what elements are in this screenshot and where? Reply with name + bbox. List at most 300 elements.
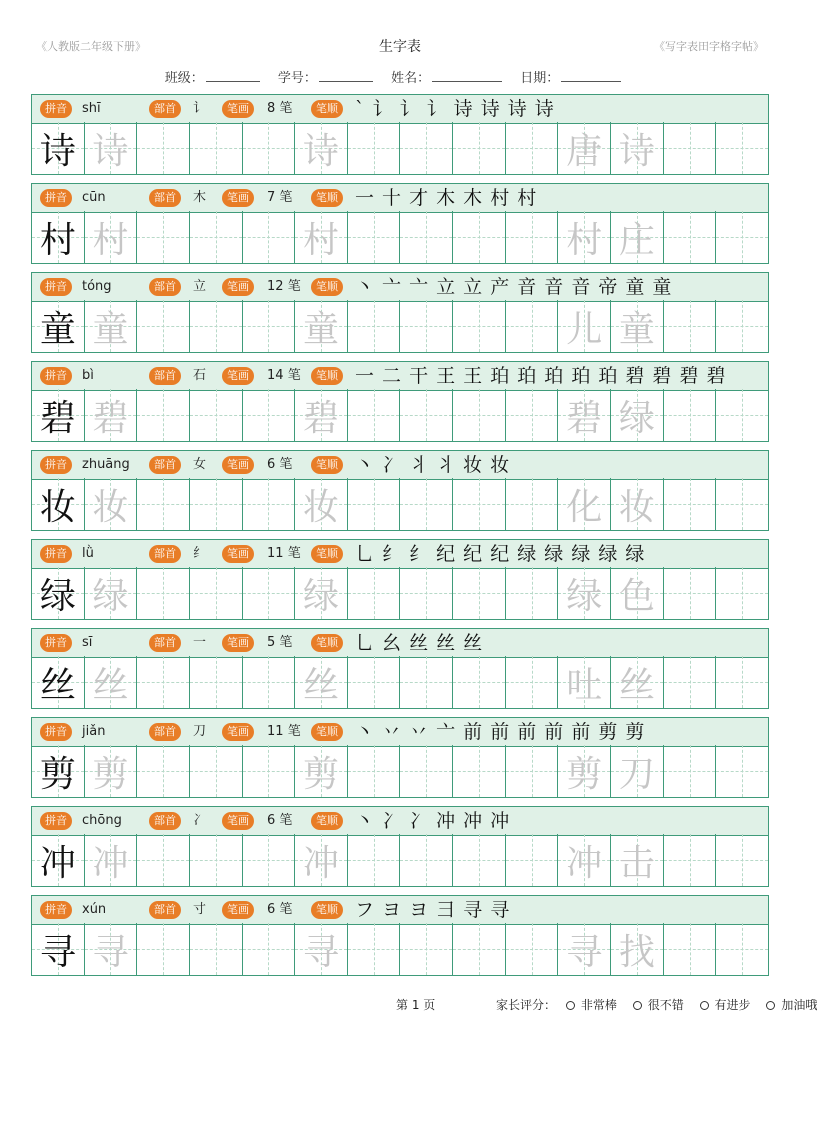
pinyin-tag: 拼音 (40, 100, 72, 118)
grid-cell[interactable] (294, 389, 347, 441)
grid-cell[interactable] (347, 656, 400, 708)
pinyin-tag: 拼音 (40, 545, 72, 563)
grid-cell[interactable] (189, 122, 242, 174)
grid-cell[interactable] (347, 745, 400, 797)
info-bar (31, 94, 769, 124)
pinyin-value: tóng (82, 279, 112, 294)
class-field[interactable] (206, 71, 260, 82)
trace-character: 碧 (303, 397, 340, 439)
grid-cell[interactable] (242, 567, 295, 619)
pinyin-value: xún (82, 902, 107, 917)
trace-character: 剪 (92, 753, 129, 795)
word-character-1: 碧 (566, 397, 603, 439)
radical-tag: 部首 (149, 367, 181, 385)
grid-cell[interactable] (136, 389, 189, 441)
strokes-value: 11 笔 (267, 724, 301, 739)
grid-cell[interactable] (84, 834, 137, 886)
header-right: 《写字表田字格字帖》 (654, 40, 764, 53)
radical-value: 讠 (193, 101, 207, 116)
character-block (31, 94, 769, 183)
grid-cell[interactable] (347, 567, 400, 619)
grid-cell[interactable] (452, 567, 505, 619)
character-block (31, 539, 769, 628)
word-character-2: 刀 (618, 753, 655, 795)
grid-cell[interactable] (347, 211, 400, 263)
stroke-order: 乚 纟 纟 纪 纪 纪 绿 绿 绿 绿 绿 (355, 543, 646, 565)
grid-cell[interactable] (399, 656, 452, 708)
grid-cell[interactable] (557, 211, 610, 263)
grid-cell[interactable] (715, 300, 768, 352)
grid-cell[interactable] (242, 834, 295, 886)
pinyin-value: shī (82, 101, 101, 116)
grid-cell[interactable] (505, 656, 558, 708)
character-block (31, 806, 769, 895)
strokes-tag: 笔画 (222, 901, 254, 919)
radio-circle-icon (766, 1001, 775, 1010)
date-label: 日期： (520, 71, 560, 86)
grid-cell[interactable] (84, 567, 137, 619)
order-tag: 笔顺 (311, 100, 343, 118)
tian-grid (31, 122, 769, 175)
stroke-order: 丶 丷 丷 亠 前 前 前 前 前 剪 剪 (355, 721, 646, 743)
grid-cell[interactable] (399, 923, 452, 975)
model-character: 诗 (39, 130, 76, 172)
grid-cell[interactable] (452, 745, 505, 797)
word-character-2: 诗 (618, 130, 655, 172)
stroke-order: 乚 幺 丝 丝 丝 (355, 632, 484, 654)
word-character-2: 庄 (618, 219, 655, 261)
pinyin-value: sī (82, 635, 93, 650)
word-character-2: 丝 (618, 664, 655, 706)
radical-value: 纟 (193, 546, 207, 561)
info-bar (31, 450, 769, 480)
radical-value: 冫 (193, 813, 207, 828)
grid-cell[interactable] (347, 389, 400, 441)
grid-cell[interactable] (242, 478, 295, 530)
radical-tag: 部首 (149, 189, 181, 207)
grid-cell[interactable] (242, 211, 295, 263)
pinyin-tag: 拼音 (40, 634, 72, 652)
grid-cell[interactable] (136, 923, 189, 975)
stroke-order: 丶 冫 冫 冲 冲 冲 (355, 810, 511, 832)
word-character-2: 绿 (618, 397, 655, 439)
radical-value: 一 (193, 635, 207, 650)
grid-cell[interactable] (715, 834, 768, 886)
page-title: 生字表 (379, 39, 421, 55)
grid-cell[interactable] (294, 656, 347, 708)
grid-cell[interactable] (557, 745, 610, 797)
grid-cell[interactable] (715, 923, 768, 975)
grid-cell[interactable] (32, 656, 84, 708)
strokes-tag: 笔画 (222, 189, 254, 207)
info-bar (31, 628, 769, 658)
grid-cell[interactable] (452, 122, 505, 174)
grid-cell[interactable] (136, 300, 189, 352)
grid-cell[interactable] (347, 478, 400, 530)
grid-cell[interactable] (452, 656, 505, 708)
grid-cell[interactable] (663, 122, 716, 174)
radical-tag: 部首 (149, 634, 181, 652)
radical-value: 刀 (193, 724, 207, 739)
trace-character: 绿 (92, 575, 129, 617)
model-character: 绿 (39, 575, 76, 617)
grid-cell[interactable] (505, 923, 558, 975)
model-character: 碧 (39, 397, 76, 439)
grid-cell[interactable] (32, 211, 84, 263)
pinyin-value: cūn (82, 190, 106, 205)
strokes-tag: 笔画 (222, 545, 254, 563)
grid-cell[interactable] (505, 300, 558, 352)
model-character: 冲 (39, 842, 76, 884)
grid-cell[interactable] (610, 389, 663, 441)
word-character-2: 妆 (618, 486, 655, 528)
grid-cell[interactable] (84, 656, 137, 708)
grid-cell[interactable] (347, 300, 400, 352)
grid-cell[interactable] (136, 656, 189, 708)
grid-cell[interactable] (557, 656, 610, 708)
trace-character: 丝 (303, 664, 340, 706)
tian-grid (31, 923, 769, 976)
grid-cell[interactable] (610, 211, 663, 263)
grid-cell[interactable] (715, 656, 768, 708)
grid-cell[interactable] (347, 923, 400, 975)
option-progress[interactable]: 有进步 (700, 998, 757, 1012)
grid-cell[interactable] (715, 567, 768, 619)
grid-cell[interactable] (32, 834, 84, 886)
grid-cell[interactable] (84, 389, 137, 441)
grid-cell[interactable] (505, 389, 558, 441)
info-bar (31, 183, 769, 213)
word-character-2: 找 (618, 931, 655, 973)
strokes-tag: 笔画 (222, 367, 254, 385)
trace-character: 冲 (92, 842, 129, 884)
trace-character: 妆 (92, 486, 129, 528)
trace-character: 村 (92, 219, 129, 261)
grid-cell[interactable] (399, 211, 452, 263)
tian-grid (31, 656, 769, 709)
strokes-value: 5 笔 (267, 635, 293, 650)
evaluation-label: 家长评分： (496, 998, 557, 1012)
tian-grid (31, 567, 769, 620)
order-tag: 笔顺 (311, 367, 343, 385)
header-left: 《人教版二年级下册》 (36, 40, 146, 53)
character-block (31, 895, 769, 984)
grid-cell[interactable] (84, 122, 137, 174)
model-character: 寻 (39, 931, 76, 973)
character-block (31, 717, 769, 806)
grid-cell[interactable] (189, 923, 242, 975)
grid-cell[interactable] (242, 656, 295, 708)
grid-cell[interactable] (452, 300, 505, 352)
grid-cell[interactable] (610, 656, 663, 708)
stroke-order: 一 十 才 木 木 村 村 (355, 187, 538, 209)
strokes-value: 6 笔 (267, 457, 293, 472)
grid-cell[interactable] (189, 745, 242, 797)
grid-cell[interactable] (505, 122, 558, 174)
parent-evaluation (496, 996, 829, 1013)
grid-cell[interactable] (84, 745, 137, 797)
grid-cell[interactable] (610, 745, 663, 797)
grid-cell[interactable] (557, 389, 610, 441)
radical-tag: 部首 (149, 723, 181, 741)
stroke-order: 丶 冫 丬 丬 妆 妆 (355, 454, 511, 476)
strokes-value: 14 笔 (267, 368, 301, 383)
id-label: 学号： (277, 71, 317, 86)
grid-cell[interactable] (189, 567, 242, 619)
grid-cell[interactable] (663, 567, 716, 619)
grid-cell[interactable] (189, 211, 242, 263)
model-character: 村 (39, 219, 76, 261)
grid-cell[interactable] (557, 567, 610, 619)
grid-cell[interactable] (399, 389, 452, 441)
grid-cell[interactable] (610, 923, 663, 975)
strokes-value: 6 笔 (267, 813, 293, 828)
radio-circle-icon (633, 1001, 642, 1010)
trace-character: 村 (303, 219, 340, 261)
model-character: 剪 (39, 753, 76, 795)
grid-cell[interactable] (557, 923, 610, 975)
info-bar (31, 717, 769, 747)
grid-cell[interactable] (347, 122, 400, 174)
trace-character: 诗 (92, 130, 129, 172)
info-bar (31, 361, 769, 391)
grid-cell[interactable] (242, 122, 295, 174)
character-block (31, 183, 769, 272)
grid-cell[interactable] (557, 122, 610, 174)
grid-cell[interactable] (610, 834, 663, 886)
grid-cell[interactable] (189, 389, 242, 441)
option-keep-going[interactable]: 加油哦 (766, 998, 823, 1012)
grid-cell[interactable] (505, 211, 558, 263)
radical-tag: 部首 (149, 901, 181, 919)
grid-cell[interactable] (32, 923, 84, 975)
grid-cell[interactable] (452, 834, 505, 886)
grid-cell[interactable] (294, 923, 347, 975)
strokes-tag: 笔画 (222, 100, 254, 118)
grid-cell[interactable] (136, 122, 189, 174)
strokes-value: 12 笔 (267, 279, 301, 294)
grid-cell[interactable] (242, 923, 295, 975)
strokes-tag: 笔画 (222, 278, 254, 296)
grid-cell[interactable] (294, 300, 347, 352)
grid-cell[interactable] (32, 389, 84, 441)
option-excellent[interactable]: 非常棒 (566, 998, 623, 1012)
info-bar (31, 539, 769, 569)
strokes-value: 6 笔 (267, 902, 293, 917)
word-character-1: 唐 (566, 130, 603, 172)
grid-cell[interactable] (32, 567, 84, 619)
name-label: 姓名： (391, 71, 431, 86)
grid-cell[interactable] (663, 389, 716, 441)
class-label: 班级： (164, 71, 204, 86)
order-tag: 笔顺 (311, 634, 343, 652)
grid-cell[interactable] (84, 923, 137, 975)
order-tag: 笔顺 (311, 278, 343, 296)
trace-character: 丝 (92, 664, 129, 706)
grid-cell[interactable] (505, 745, 558, 797)
grid-cell[interactable] (242, 300, 295, 352)
id-field[interactable] (319, 71, 373, 82)
tian-grid (31, 478, 769, 531)
grid-cell[interactable] (399, 567, 452, 619)
grid-cell[interactable] (399, 478, 452, 530)
pinyin-tag: 拼音 (40, 901, 72, 919)
grid-cell[interactable] (136, 211, 189, 263)
trace-character: 寻 (303, 931, 340, 973)
radical-value: 石 (193, 368, 207, 383)
grid-cell[interactable] (294, 567, 347, 619)
trace-character: 剪 (303, 753, 340, 795)
grid-cell[interactable] (715, 122, 768, 174)
word-character-1: 剪 (566, 753, 603, 795)
grid-cell[interactable] (452, 478, 505, 530)
grid-cell[interactable] (84, 478, 137, 530)
pinyin-tag: 拼音 (40, 723, 72, 741)
trace-character: 寻 (92, 931, 129, 973)
grid-cell[interactable] (136, 567, 189, 619)
grid-cell[interactable] (189, 834, 242, 886)
grid-cell[interactable] (452, 389, 505, 441)
radical-value: 立 (193, 279, 207, 294)
strokes-tag: 笔画 (222, 456, 254, 474)
radical-tag: 部首 (149, 456, 181, 474)
trace-character: 童 (92, 308, 129, 350)
grid-cell[interactable] (610, 300, 663, 352)
order-tag: 笔顺 (311, 456, 343, 474)
character-block (31, 361, 769, 450)
practice-sheet (31, 94, 769, 984)
grid-cell[interactable] (663, 745, 716, 797)
grid-cell[interactable] (715, 211, 768, 263)
grid-cell[interactable] (663, 478, 716, 530)
grid-cell[interactable] (610, 478, 663, 530)
grid-cell[interactable] (663, 211, 716, 263)
grid-cell[interactable] (399, 122, 452, 174)
word-character-2: 击 (618, 842, 655, 884)
pinyin-value: lǜ (82, 546, 94, 561)
word-character-1: 村 (566, 219, 603, 261)
grid-cell[interactable] (32, 478, 84, 530)
grid-cell[interactable] (242, 389, 295, 441)
grid-cell[interactable] (32, 300, 84, 352)
strokes-tag: 笔画 (222, 634, 254, 652)
radical-value: 寸 (193, 902, 207, 917)
stroke-order: ` 讠 讠 讠 诗 诗 诗 诗 (355, 98, 555, 120)
radio-circle-icon (566, 1001, 575, 1010)
radio-circle-icon (700, 1001, 709, 1010)
student-info (0, 67, 800, 86)
grid-cell[interactable] (557, 478, 610, 530)
grid-cell[interactable] (452, 211, 505, 263)
grid-cell[interactable] (715, 745, 768, 797)
order-tag: 笔顺 (311, 545, 343, 563)
grid-cell[interactable] (136, 834, 189, 886)
pinyin-tag: 拼音 (40, 189, 72, 207)
grid-cell[interactable] (84, 211, 137, 263)
grid-cell[interactable] (347, 834, 400, 886)
grid-cell[interactable] (84, 300, 137, 352)
grid-cell[interactable] (399, 300, 452, 352)
grid-cell[interactable] (610, 567, 663, 619)
grid-cell[interactable] (294, 122, 347, 174)
trace-character: 碧 (92, 397, 129, 439)
pinyin-tag: 拼音 (40, 456, 72, 474)
grid-cell[interactable] (663, 656, 716, 708)
info-bar (31, 272, 769, 302)
character-block (31, 450, 769, 539)
grid-cell[interactable] (189, 478, 242, 530)
grid-cell[interactable] (505, 834, 558, 886)
grid-cell[interactable] (715, 389, 768, 441)
grid-cell[interactable] (189, 300, 242, 352)
pinyin-tag: 拼音 (40, 367, 72, 385)
grid-cell[interactable] (399, 834, 452, 886)
tian-grid (31, 834, 769, 887)
grid-cell[interactable] (663, 300, 716, 352)
model-character: 丝 (39, 664, 76, 706)
word-character-1: 吐 (566, 664, 603, 706)
pinyin-tag: 拼音 (40, 812, 72, 830)
word-character-1: 绿 (566, 575, 603, 617)
pinyin-value: chōng (82, 813, 122, 828)
word-character-2: 童 (618, 308, 655, 350)
grid-cell[interactable] (294, 834, 347, 886)
strokes-value: 11 笔 (267, 546, 301, 561)
grid-cell[interactable] (715, 478, 768, 530)
grid-cell[interactable] (557, 300, 610, 352)
grid-cell[interactable] (557, 834, 610, 886)
info-bar (31, 806, 769, 836)
grid-cell[interactable] (663, 834, 716, 886)
grid-cell[interactable] (136, 745, 189, 797)
grid-cell[interactable] (505, 478, 558, 530)
grid-cell[interactable] (32, 745, 84, 797)
grid-cell[interactable] (610, 122, 663, 174)
stroke-order: 一 二 干 王 王 珀 珀 珀 珀 珀 碧 碧 碧 碧 (355, 365, 727, 387)
strokes-tag: 笔画 (222, 812, 254, 830)
radical-value: 女 (193, 457, 207, 472)
stroke-order: フ ヨ ヨ 彐 寻 寻 (355, 899, 511, 921)
grid-cell[interactable] (505, 567, 558, 619)
grid-cell[interactable] (294, 478, 347, 530)
name-field[interactable] (432, 71, 502, 82)
page-number: 第 1 页 (396, 998, 436, 1012)
tian-grid (31, 211, 769, 264)
option-good[interactable]: 很不错 (633, 998, 690, 1012)
grid-cell[interactable] (294, 745, 347, 797)
grid-cell[interactable] (452, 923, 505, 975)
radical-tag: 部首 (149, 100, 181, 118)
grid-cell[interactable] (189, 656, 242, 708)
word-character-1: 儿 (566, 308, 603, 350)
strokes-value: 8 笔 (267, 101, 293, 116)
order-tag: 笔顺 (311, 812, 343, 830)
date-field[interactable] (561, 71, 621, 82)
radical-value: 木 (193, 190, 207, 205)
grid-cell[interactable] (294, 211, 347, 263)
grid-cell[interactable] (663, 923, 716, 975)
character-block (31, 272, 769, 361)
word-character-1: 冲 (566, 842, 603, 884)
trace-character: 诗 (303, 130, 340, 172)
grid-cell[interactable] (242, 745, 295, 797)
grid-cell[interactable] (136, 478, 189, 530)
pinyin-tag: 拼音 (40, 278, 72, 296)
info-bar (31, 895, 769, 925)
grid-cell[interactable] (399, 745, 452, 797)
grid-cell[interactable] (32, 122, 84, 174)
strokes-tag: 笔画 (222, 723, 254, 741)
